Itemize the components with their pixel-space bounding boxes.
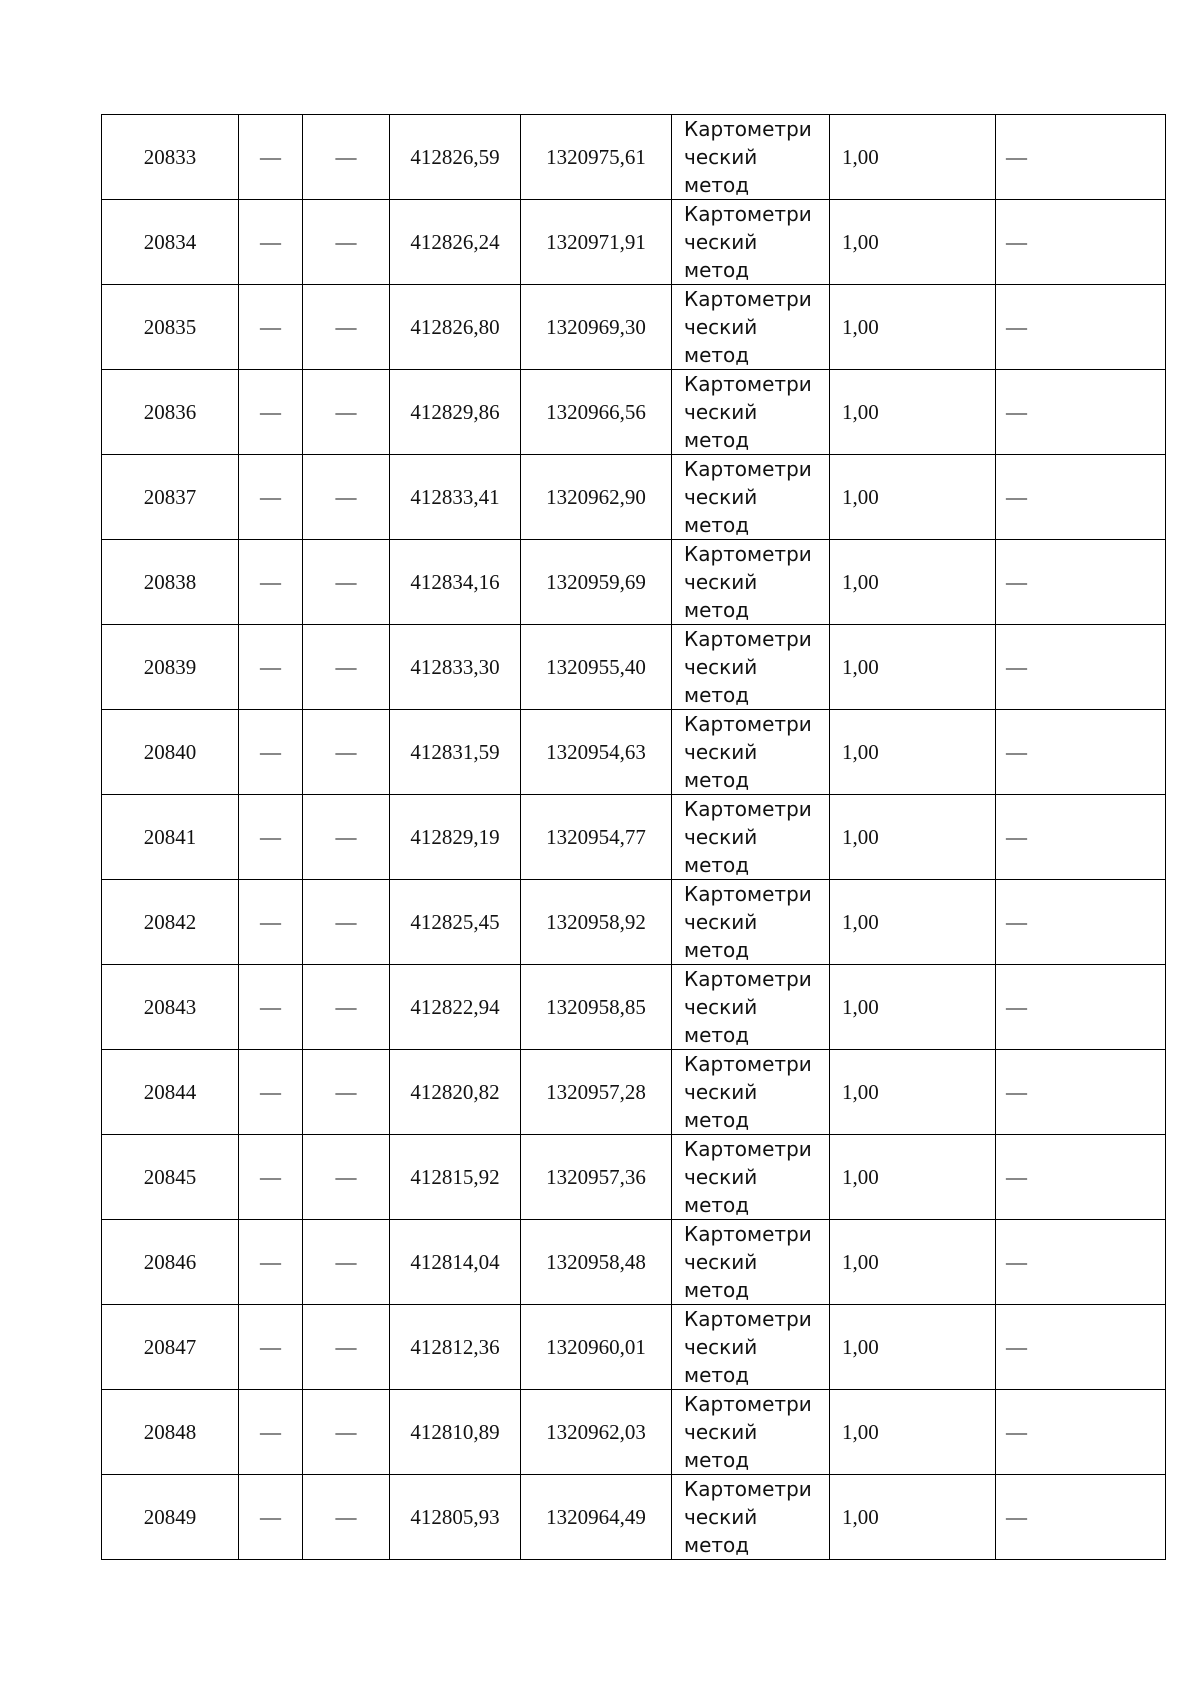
y-coordinate-cell: 1320955,40 xyxy=(521,625,672,710)
accuracy-cell: 1,00 xyxy=(830,710,996,795)
accuracy-cell: 1,00 xyxy=(830,1220,996,1305)
point-number-cell: 20834 xyxy=(102,200,239,285)
point-number-cell: 20847 xyxy=(102,1305,239,1390)
point-number-cell: 20839 xyxy=(102,625,239,710)
point-number-cell: 20848 xyxy=(102,1390,239,1475)
dash-cell: — xyxy=(239,710,303,795)
method-text-line: Картометри xyxy=(684,457,812,481)
method-text-line: метод xyxy=(684,768,750,792)
method-cell xyxy=(672,795,830,880)
x-coordinate-cell: 412820,82 xyxy=(390,1050,521,1135)
accuracy-cell: 1,00 xyxy=(830,540,996,625)
y-coordinate-cell: 1320954,77 xyxy=(521,795,672,880)
accuracy-cell: 1,00 xyxy=(830,965,996,1050)
table-row xyxy=(102,370,1166,455)
method-text-line: метод xyxy=(684,428,750,452)
table-body xyxy=(102,115,1166,1560)
method-cell xyxy=(672,540,830,625)
method-cell xyxy=(672,625,830,710)
accuracy-cell: 1,00 xyxy=(830,115,996,200)
accuracy-cell: 1,00 xyxy=(830,285,996,370)
point-number-cell: 20842 xyxy=(102,880,239,965)
dash-cell: — xyxy=(239,1390,303,1475)
dash-cell: — xyxy=(239,115,303,200)
table-row xyxy=(102,1050,1166,1135)
method-text-line: ческий xyxy=(684,1080,758,1104)
x-coordinate-cell: 412826,59 xyxy=(390,115,521,200)
dash-cell: — xyxy=(239,880,303,965)
dash-cell: — xyxy=(996,965,1166,1050)
point-number-cell: 20843 xyxy=(102,965,239,1050)
point-number-cell: 20836 xyxy=(102,370,239,455)
dash-cell: — xyxy=(996,1390,1166,1475)
table-row xyxy=(102,285,1166,370)
dash-cell: — xyxy=(239,1305,303,1390)
method-text-line: ческий xyxy=(684,485,758,509)
method-text-line: ческий xyxy=(684,995,758,1019)
method-text-line: метод xyxy=(684,1363,750,1387)
x-coordinate-cell: 412833,30 xyxy=(390,625,521,710)
method-text-line: метод xyxy=(684,683,750,707)
method-text-line: ческий xyxy=(684,655,758,679)
dash-cell: — xyxy=(303,285,390,370)
y-coordinate-cell: 1320969,30 xyxy=(521,285,672,370)
dash-cell: — xyxy=(239,1220,303,1305)
x-coordinate-cell: 412833,41 xyxy=(390,455,521,540)
point-number-cell: 20833 xyxy=(102,115,239,200)
y-coordinate-cell: 1320958,92 xyxy=(521,880,672,965)
dash-cell: — xyxy=(996,625,1166,710)
dash-cell: — xyxy=(239,200,303,285)
table-row xyxy=(102,710,1166,795)
method-text-line: Картометри xyxy=(684,627,812,651)
method-text-line: ческий xyxy=(684,740,758,764)
accuracy-cell: 1,00 xyxy=(830,1135,996,1220)
method-text-line: Картометри xyxy=(684,287,812,311)
method-cell xyxy=(672,710,830,795)
method-text-line: метод xyxy=(684,1108,750,1132)
dash-cell: — xyxy=(996,455,1166,540)
method-text-line: ческий xyxy=(684,825,758,849)
x-coordinate-cell: 412831,59 xyxy=(390,710,521,795)
table-row xyxy=(102,1135,1166,1220)
method-text-line: метод xyxy=(684,1533,750,1557)
method-text-line: метод xyxy=(684,173,750,197)
method-cell xyxy=(672,285,830,370)
dash-cell: — xyxy=(239,1475,303,1560)
method-cell xyxy=(672,1390,830,1475)
x-coordinate-cell: 412829,86 xyxy=(390,370,521,455)
method-text-line: Картометри xyxy=(684,542,812,566)
dash-cell: — xyxy=(239,540,303,625)
method-text-line: Картометри xyxy=(684,1307,812,1331)
method-cell xyxy=(672,1475,830,1560)
dash-cell: — xyxy=(303,115,390,200)
y-coordinate-cell: 1320954,63 xyxy=(521,710,672,795)
method-text-line: Картометри xyxy=(684,1477,812,1501)
method-cell xyxy=(672,965,830,1050)
table-row xyxy=(102,455,1166,540)
y-coordinate-cell: 1320964,49 xyxy=(521,1475,672,1560)
dash-cell: — xyxy=(303,710,390,795)
table-row xyxy=(102,625,1166,710)
dash-cell: — xyxy=(996,370,1166,455)
coordinates-table xyxy=(101,114,1166,1560)
table-row xyxy=(102,1305,1166,1390)
y-coordinate-cell: 1320959,69 xyxy=(521,540,672,625)
y-coordinate-cell: 1320957,36 xyxy=(521,1135,672,1220)
accuracy-cell: 1,00 xyxy=(830,795,996,880)
y-coordinate-cell: 1320958,48 xyxy=(521,1220,672,1305)
dash-cell: — xyxy=(303,1390,390,1475)
dash-cell: — xyxy=(303,880,390,965)
y-coordinate-cell: 1320962,03 xyxy=(521,1390,672,1475)
dash-cell: — xyxy=(239,1135,303,1220)
method-text-line: метод xyxy=(684,513,750,537)
method-text-line: метод xyxy=(684,1448,750,1472)
dash-cell: — xyxy=(303,1220,390,1305)
method-text-line: метод xyxy=(684,1023,750,1047)
x-coordinate-cell: 412834,16 xyxy=(390,540,521,625)
accuracy-cell: 1,00 xyxy=(830,625,996,710)
table-row xyxy=(102,1390,1166,1475)
dash-cell: — xyxy=(996,1135,1166,1220)
accuracy-cell: 1,00 xyxy=(830,1305,996,1390)
method-text-line: ческий xyxy=(684,910,758,934)
method-text-line: Картометри xyxy=(684,712,812,736)
x-coordinate-cell: 412815,92 xyxy=(390,1135,521,1220)
method-text-line: ческий xyxy=(684,145,758,169)
dash-cell: — xyxy=(996,285,1166,370)
dash-cell: — xyxy=(303,200,390,285)
accuracy-cell: 1,00 xyxy=(830,455,996,540)
dash-cell: — xyxy=(996,115,1166,200)
method-text-line: ческий xyxy=(684,1505,758,1529)
x-coordinate-cell: 412825,45 xyxy=(390,880,521,965)
dash-cell: — xyxy=(239,285,303,370)
table-row xyxy=(102,880,1166,965)
accuracy-cell: 1,00 xyxy=(830,880,996,965)
table-row xyxy=(102,1220,1166,1305)
x-coordinate-cell: 412826,24 xyxy=(390,200,521,285)
table-row xyxy=(102,200,1166,285)
method-text-line: метод xyxy=(684,598,750,622)
x-coordinate-cell: 412826,80 xyxy=(390,285,521,370)
point-number-cell: 20841 xyxy=(102,795,239,880)
method-text-line: Картометри xyxy=(684,967,812,991)
y-coordinate-cell: 1320957,28 xyxy=(521,1050,672,1135)
y-coordinate-cell: 1320966,56 xyxy=(521,370,672,455)
y-coordinate-cell: 1320971,91 xyxy=(521,200,672,285)
table-row xyxy=(102,115,1166,200)
x-coordinate-cell: 412812,36 xyxy=(390,1305,521,1390)
table-row xyxy=(102,540,1166,625)
dash-cell: — xyxy=(303,965,390,1050)
x-coordinate-cell: 412810,89 xyxy=(390,1390,521,1475)
method-text-line: метод xyxy=(684,343,750,367)
method-text-line: Картометри xyxy=(684,372,812,396)
method-text-line: Картометри xyxy=(684,1392,812,1416)
method-text-line: ческий xyxy=(684,570,758,594)
method-cell xyxy=(672,1305,830,1390)
method-text-line: метод xyxy=(684,1278,750,1302)
method-cell xyxy=(672,880,830,965)
table-row xyxy=(102,965,1166,1050)
dash-cell: — xyxy=(996,1475,1166,1560)
dash-cell: — xyxy=(996,1050,1166,1135)
accuracy-cell: 1,00 xyxy=(830,200,996,285)
point-number-cell: 20838 xyxy=(102,540,239,625)
x-coordinate-cell: 412814,04 xyxy=(390,1220,521,1305)
method-cell xyxy=(672,200,830,285)
method-text-line: Картометри xyxy=(684,1052,812,1076)
dash-cell: — xyxy=(996,795,1166,880)
table-row xyxy=(102,795,1166,880)
dash-cell: — xyxy=(303,370,390,455)
table-row xyxy=(102,1475,1166,1560)
y-coordinate-cell: 1320962,90 xyxy=(521,455,672,540)
method-text-line: Картометри xyxy=(684,202,812,226)
accuracy-cell: 1,00 xyxy=(830,1050,996,1135)
method-text-line: ческий xyxy=(684,230,758,254)
accuracy-cell: 1,00 xyxy=(830,1390,996,1475)
method-text-line: Картометри xyxy=(684,797,812,821)
dash-cell: — xyxy=(239,795,303,880)
dash-cell: — xyxy=(303,795,390,880)
point-number-cell: 20849 xyxy=(102,1475,239,1560)
dash-cell: — xyxy=(996,540,1166,625)
method-cell xyxy=(672,370,830,455)
method-text-line: ческий xyxy=(684,400,758,424)
y-coordinate-cell: 1320960,01 xyxy=(521,1305,672,1390)
method-text-line: метод xyxy=(684,1193,750,1217)
method-text-line: ческий xyxy=(684,315,758,339)
dash-cell: — xyxy=(303,540,390,625)
dash-cell: — xyxy=(303,1305,390,1390)
dash-cell: — xyxy=(239,625,303,710)
method-text-line: Картометри xyxy=(684,882,812,906)
accuracy-cell: 1,00 xyxy=(830,370,996,455)
x-coordinate-cell: 412822,94 xyxy=(390,965,521,1050)
dash-cell: — xyxy=(996,1305,1166,1390)
dash-cell: — xyxy=(239,370,303,455)
method-text-line: ческий xyxy=(684,1335,758,1359)
method-text-line: ческий xyxy=(684,1165,758,1189)
method-cell xyxy=(672,1135,830,1220)
x-coordinate-cell: 412829,19 xyxy=(390,795,521,880)
point-number-cell: 20840 xyxy=(102,710,239,795)
dash-cell: — xyxy=(303,455,390,540)
method-cell xyxy=(672,1220,830,1305)
method-cell xyxy=(672,455,830,540)
method-text-line: метод xyxy=(684,258,750,282)
method-text-line: ческий xyxy=(684,1250,758,1274)
method-text-line: метод xyxy=(684,938,750,962)
point-number-cell: 20835 xyxy=(102,285,239,370)
method-cell xyxy=(672,115,830,200)
method-text-line: ческий xyxy=(684,1420,758,1444)
point-number-cell: 20846 xyxy=(102,1220,239,1305)
method-text-line: метод xyxy=(684,853,750,877)
dash-cell: — xyxy=(303,1050,390,1135)
dash-cell: — xyxy=(996,710,1166,795)
method-text-line: Картометри xyxy=(684,1137,812,1161)
y-coordinate-cell: 1320975,61 xyxy=(521,115,672,200)
dash-cell: — xyxy=(996,880,1166,965)
accuracy-cell: 1,00 xyxy=(830,1475,996,1560)
method-cell xyxy=(672,1050,830,1135)
point-number-cell: 20837 xyxy=(102,455,239,540)
dash-cell: — xyxy=(239,965,303,1050)
dash-cell: — xyxy=(239,455,303,540)
point-number-cell: 20844 xyxy=(102,1050,239,1135)
dash-cell: — xyxy=(996,1220,1166,1305)
x-coordinate-cell: 412805,93 xyxy=(390,1475,521,1560)
dash-cell: — xyxy=(996,200,1166,285)
y-coordinate-cell: 1320958,85 xyxy=(521,965,672,1050)
dash-cell: — xyxy=(239,1050,303,1135)
method-text-line: Картометри xyxy=(684,117,812,141)
dash-cell: — xyxy=(303,625,390,710)
point-number-cell: 20845 xyxy=(102,1135,239,1220)
dash-cell: — xyxy=(303,1135,390,1220)
dash-cell: — xyxy=(303,1475,390,1560)
method-text-line: Картометри xyxy=(684,1222,812,1246)
